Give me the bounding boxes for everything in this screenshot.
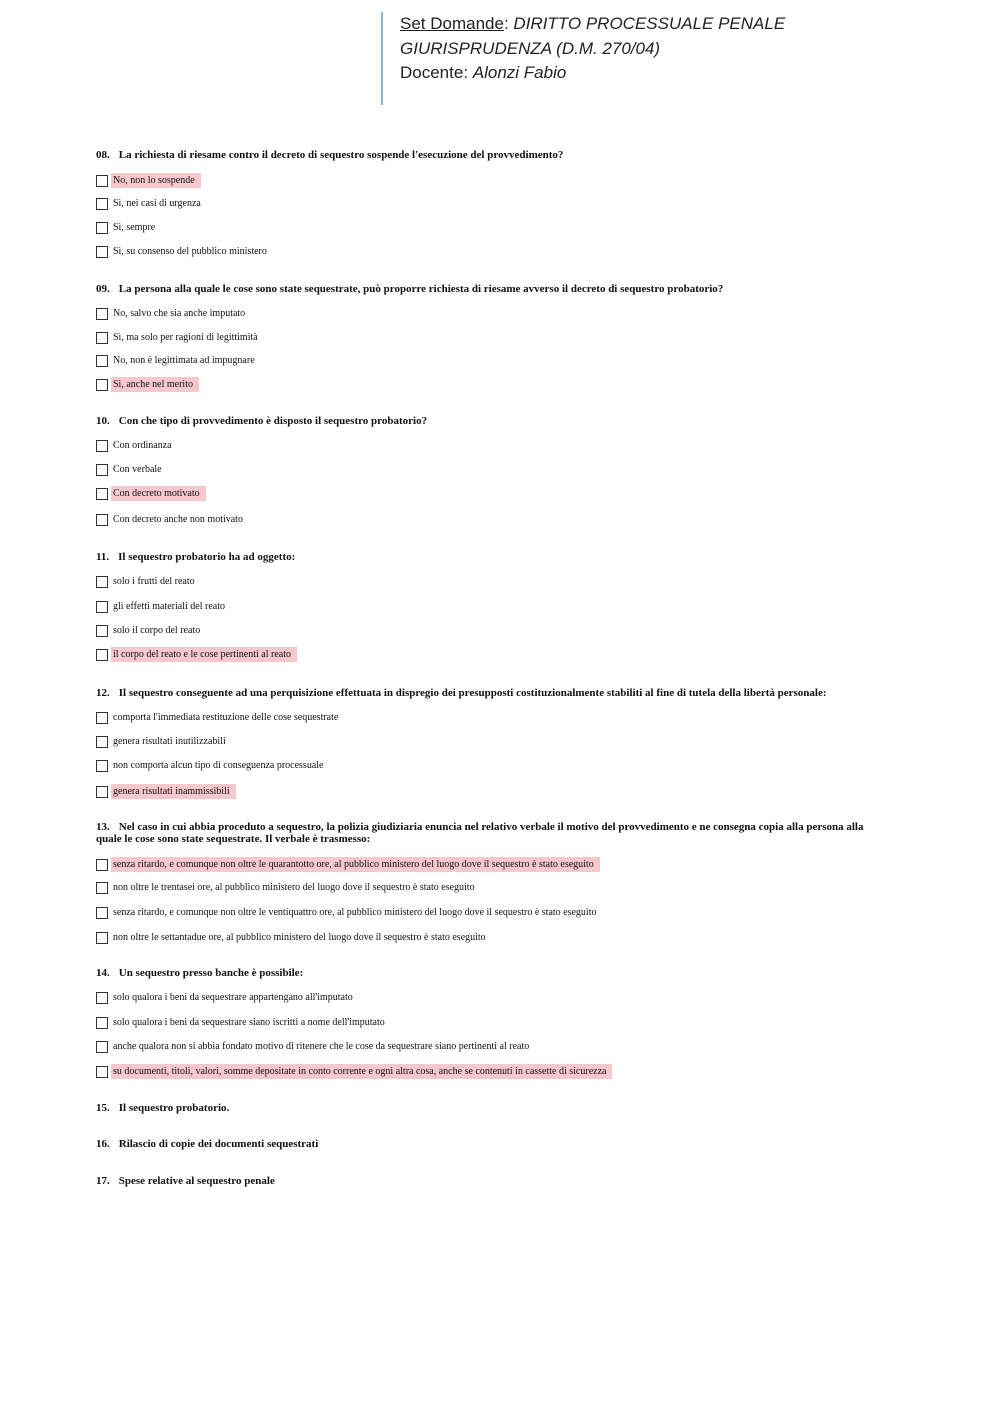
question-text: Un sequestro presso banche è possibile: bbox=[118, 967, 304, 979]
question-text: La richiesta di riesame contro il decreto di sequestro sospende l'esecuzione del provvedimento? bbox=[118, 149, 564, 161]
question-number: 12. bbox=[96, 687, 110, 699]
answer-checkbox[interactable] bbox=[96, 576, 108, 588]
answer-checkbox[interactable] bbox=[96, 198, 108, 210]
subject-line-1: DIRITTO PROCESSUALE PENALE bbox=[513, 14, 786, 33]
answer-option[interactable] bbox=[96, 1039, 535, 1054]
question-text: Con che tipo di provvedimento è disposto il sequestro probatorio? bbox=[118, 415, 428, 427]
answer-text: senza ritardo, e comunque non oltre le ventiquattro ore, al pubblico ministero del luogo dove il sequestro è stato eseguito bbox=[113, 907, 597, 918]
answer-text: senza ritardo, e comunque non oltre le quarantotto ore, al pubblico ministero del luogo dove il sequestro è stato eseguito bbox=[111, 857, 600, 872]
answer-option[interactable] bbox=[96, 734, 232, 749]
answer-text: solo il corpo del reato bbox=[113, 625, 201, 636]
answer-text: su documenti, titoli, valori, somme depositate in conto corrente e ogni altra cosa, anche se contenuti in cassette di sicurezza bbox=[111, 1064, 612, 1079]
answer-checkbox[interactable] bbox=[96, 859, 108, 871]
answer-checkbox[interactable] bbox=[96, 246, 108, 258]
answer-checkbox[interactable] bbox=[96, 932, 108, 944]
answer-text: solo qualora i beni da sequestrare appartengano all'imputato bbox=[113, 992, 353, 1003]
answer-checkbox[interactable] bbox=[96, 907, 108, 919]
header-line-set bbox=[400, 12, 785, 37]
answer-text: genera risultati inammissibili bbox=[111, 784, 236, 799]
set-label: Set Domande bbox=[400, 14, 504, 33]
question-15 bbox=[96, 1103, 886, 1115]
answer-option[interactable] bbox=[96, 647, 297, 662]
answer-text: il corpo del reato e le cose pertinenti al reato bbox=[111, 647, 297, 662]
answer-text: Con verbale bbox=[113, 464, 162, 475]
answer-text: Con decreto anche non motivato bbox=[113, 514, 243, 525]
answer-option[interactable] bbox=[96, 758, 329, 773]
question-17 bbox=[96, 1176, 886, 1188]
answer-checkbox[interactable] bbox=[96, 464, 108, 476]
answer-checkbox[interactable] bbox=[96, 712, 108, 724]
question-number: 10. bbox=[96, 415, 110, 427]
answer-checkbox[interactable] bbox=[96, 379, 108, 391]
answer-text: Sì, ma solo per ragioni di legittimità bbox=[113, 332, 258, 343]
answer-option[interactable] bbox=[96, 599, 231, 614]
question-16 bbox=[96, 1139, 886, 1151]
answer-option[interactable] bbox=[96, 623, 206, 638]
answer-checkbox[interactable] bbox=[96, 175, 108, 187]
answer-option[interactable] bbox=[96, 306, 251, 321]
answer-checkbox[interactable] bbox=[96, 992, 108, 1004]
answer-text: solo qualora i beni da sequestrare siano iscritti a nome dell'imputato bbox=[113, 1017, 385, 1028]
question-text: Rilascio di copie dei documenti sequestrati bbox=[118, 1138, 319, 1150]
answer-checkbox[interactable] bbox=[96, 1041, 108, 1053]
question-13 bbox=[96, 822, 886, 845]
subject-line-2: GIURISPRUDENZA (D.M. 270/04) bbox=[400, 38, 661, 58]
answer-option[interactable] bbox=[96, 220, 161, 235]
document-header bbox=[381, 12, 785, 105]
answer-option[interactable] bbox=[96, 196, 207, 211]
answer-text: Sì, sempre bbox=[113, 222, 156, 233]
answer-option[interactable] bbox=[96, 710, 344, 725]
answer-option[interactable] bbox=[96, 905, 602, 920]
answer-checkbox[interactable] bbox=[96, 786, 108, 798]
answer-option[interactable] bbox=[96, 1064, 612, 1079]
answer-option[interactable] bbox=[96, 512, 249, 527]
question-11 bbox=[96, 552, 886, 564]
answer-option[interactable] bbox=[96, 173, 201, 188]
question-number: 17. bbox=[96, 1175, 110, 1187]
answer-checkbox[interactable] bbox=[96, 601, 108, 613]
answer-checkbox[interactable] bbox=[96, 355, 108, 367]
question-number: 13. bbox=[96, 821, 110, 833]
answer-checkbox[interactable] bbox=[96, 332, 108, 344]
answer-text: anche qualora non si abbia fondato motivo di ritenere che le cose da sequestrare siano pertinenti al reato bbox=[113, 1041, 530, 1052]
answer-text: Sì, nei casi di urgenza bbox=[113, 198, 201, 209]
answer-text: Sì, anche nel merito bbox=[111, 377, 199, 392]
answer-text: No, non lo sospende bbox=[111, 173, 201, 188]
answer-text: non oltre le settantadue ore, al pubblico ministero del luogo dove il sequestro è stato eseguito bbox=[113, 932, 486, 943]
answer-text: non oltre le trentasei ore, al pubblico ministero del luogo dove il sequestro è stato eseguito bbox=[113, 882, 475, 893]
set-colon: : bbox=[503, 14, 509, 33]
answer-option[interactable] bbox=[96, 486, 206, 501]
answer-text: solo i frutti del reato bbox=[113, 576, 195, 587]
header-line-teacher bbox=[400, 61, 785, 86]
answer-text: No, non è legittimata ad impugnare bbox=[113, 355, 255, 366]
answer-text: comporta l'immediata restituzione delle cose sequestrate bbox=[113, 712, 339, 723]
question-text: La persona alla quale le cose sono state sequestrate, può proporre richiesta di riesame avverso il decreto di sequestro probatorio? bbox=[118, 283, 724, 295]
answer-checkbox[interactable] bbox=[96, 1066, 108, 1078]
answer-option[interactable] bbox=[96, 574, 201, 589]
question-text: Il sequestro probatorio ha ad oggetto: bbox=[118, 551, 296, 563]
answer-option[interactable] bbox=[96, 244, 273, 259]
answer-checkbox[interactable] bbox=[96, 308, 108, 320]
question-text: Spese relative al sequestro penale bbox=[118, 1175, 275, 1187]
answer-option[interactable] bbox=[96, 930, 492, 945]
answer-text: Sì, su consenso del pubblico ministero bbox=[113, 246, 267, 257]
question-10 bbox=[96, 416, 886, 428]
question-text: Il sequestro conseguente ad una perquisizione effettuata in dispregio dei presupposti costituzionalmente stabiliti al fine di tutela della libertà personale: bbox=[118, 687, 827, 699]
answer-text: non comporta alcun tipo di conseguenza processuale bbox=[113, 760, 324, 771]
header-line-subject bbox=[400, 37, 785, 62]
answer-option[interactable] bbox=[96, 438, 178, 453]
question-text: Nel caso in cui abbia proceduto a sequestro, la polizia giudiziaria enuncia nel relativo verbale il motivo del provvedimento e ne consegna copia alla persona alla quale le cose sono state sequestrate. Il verbale è trasmesso: bbox=[96, 821, 864, 845]
answer-text: Con decreto motivato bbox=[111, 486, 206, 501]
answer-checkbox[interactable] bbox=[96, 488, 108, 500]
question-08 bbox=[96, 150, 886, 162]
answer-checkbox[interactable] bbox=[96, 514, 108, 526]
answer-checkbox[interactable] bbox=[96, 625, 108, 637]
answer-checkbox[interactable] bbox=[96, 736, 108, 748]
question-number: 14. bbox=[96, 967, 110, 979]
answer-checkbox[interactable] bbox=[96, 222, 108, 234]
answer-text: No, salvo che sia anche imputato bbox=[113, 308, 246, 319]
answer-checkbox[interactable] bbox=[96, 882, 108, 894]
answer-text: gli effetti materiali del reato bbox=[113, 601, 225, 612]
question-number: 11. bbox=[96, 551, 110, 563]
answer-option[interactable] bbox=[96, 1015, 391, 1030]
answer-checkbox[interactable] bbox=[96, 649, 108, 661]
answer-option[interactable] bbox=[96, 353, 261, 368]
teacher-label: Docente: bbox=[400, 63, 473, 82]
question-12 bbox=[96, 688, 886, 700]
answer-checkbox[interactable] bbox=[96, 1017, 108, 1029]
answer-text: genera risultati inutilizzabili bbox=[113, 736, 226, 747]
question-number: 15. bbox=[96, 1102, 110, 1114]
answer-option[interactable] bbox=[96, 880, 481, 895]
answer-option[interactable] bbox=[96, 377, 199, 392]
question-14 bbox=[96, 968, 886, 980]
question-09 bbox=[96, 284, 886, 296]
question-number: 16. bbox=[96, 1138, 110, 1150]
question-number: 08. bbox=[96, 149, 110, 161]
answer-checkbox[interactable] bbox=[96, 760, 108, 772]
answer-option[interactable] bbox=[96, 990, 359, 1005]
answer-option[interactable] bbox=[96, 784, 236, 799]
answer-option[interactable] bbox=[96, 462, 168, 477]
answer-checkbox[interactable] bbox=[96, 440, 108, 452]
answer-option[interactable] bbox=[96, 857, 600, 872]
answer-text: Con ordinanza bbox=[113, 440, 172, 451]
answer-option[interactable] bbox=[96, 330, 264, 345]
question-number: 09. bbox=[96, 283, 110, 295]
question-text: Il sequestro probatorio. bbox=[118, 1102, 230, 1114]
teacher-name: Alonzi Fabio bbox=[472, 63, 567, 82]
